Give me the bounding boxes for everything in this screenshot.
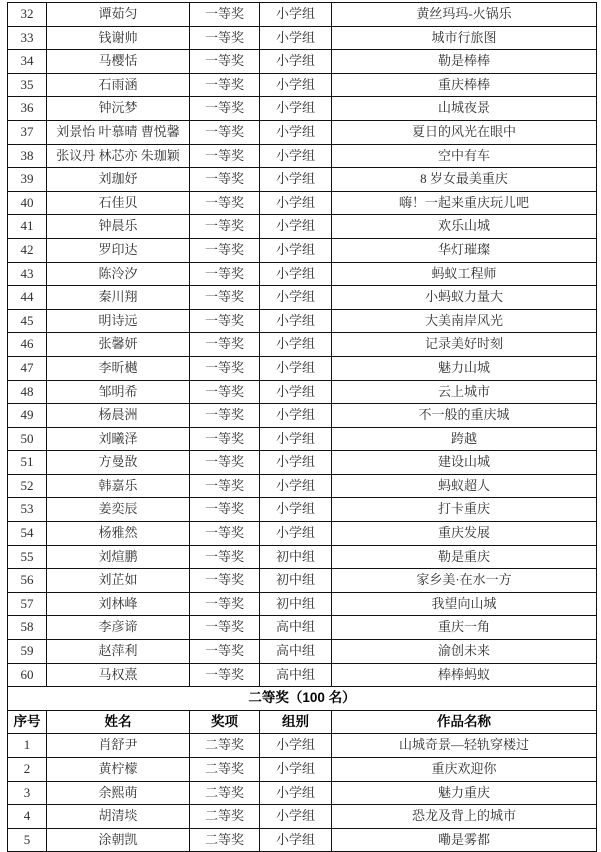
column-header-work: 作品名称 — [332, 710, 597, 734]
cell-award: 一等奖 — [190, 592, 260, 616]
cell-no: 32 — [8, 3, 47, 27]
cell-no: 3 — [8, 781, 47, 805]
cell-group: 小学组 — [260, 120, 332, 144]
table-row — [8, 404, 597, 428]
table-row — [8, 781, 597, 805]
cell-work: 魅力重庆 — [332, 781, 597, 805]
table-row — [8, 640, 597, 664]
cell-work: 嘞是雾都 — [332, 828, 597, 852]
cell-name: 余熙萌 — [47, 781, 190, 805]
cell-group: 初中组 — [260, 569, 332, 593]
cell-award: 一等奖 — [190, 50, 260, 74]
table-row — [8, 191, 597, 215]
table-row — [8, 73, 597, 97]
table-row — [8, 592, 597, 616]
table-row — [8, 97, 597, 121]
cell-work: 欢乐山城 — [332, 215, 597, 239]
cell-award: 一等奖 — [190, 144, 260, 168]
cell-group: 小学组 — [260, 828, 332, 852]
cell-award: 二等奖 — [190, 758, 260, 782]
cell-no: 60 — [8, 663, 47, 687]
cell-award: 一等奖 — [190, 451, 260, 475]
table-body — [8, 3, 597, 852]
cell-work: 云上城市 — [332, 380, 597, 404]
cell-name: 钟沅梦 — [47, 97, 190, 121]
cell-group: 小学组 — [260, 333, 332, 357]
cell-name: 钟晨乐 — [47, 215, 190, 239]
cell-name: 石雨涵 — [47, 73, 190, 97]
cell-work: 建设山城 — [332, 451, 597, 475]
cell-work: 棒棒蚂蚁 — [332, 663, 597, 687]
cell-award: 一等奖 — [190, 427, 260, 451]
cell-name: 马权熹 — [47, 663, 190, 687]
cell-award: 一等奖 — [190, 522, 260, 546]
cell-award: 一等奖 — [190, 569, 260, 593]
cell-group: 小学组 — [260, 498, 332, 522]
cell-group: 小学组 — [260, 427, 332, 451]
cell-group: 小学组 — [260, 168, 332, 192]
cell-no: 48 — [8, 380, 47, 404]
cell-name: 罗印达 — [47, 238, 190, 262]
cell-award: 二等奖 — [190, 781, 260, 805]
cell-award: 一等奖 — [190, 663, 260, 687]
cell-award: 一等奖 — [190, 640, 260, 664]
cell-no: 34 — [8, 50, 47, 74]
cell-name: 明诗远 — [47, 309, 190, 333]
cell-group: 小学组 — [260, 286, 332, 310]
cell-no: 33 — [8, 26, 47, 50]
table-row — [8, 309, 597, 333]
table-row — [8, 522, 597, 546]
cell-work: 我望向山城 — [332, 592, 597, 616]
cell-work: 大美南岸风光 — [332, 309, 597, 333]
cell-work: 打卡重庆 — [332, 498, 597, 522]
cell-work: 空中有车 — [332, 144, 597, 168]
cell-name: 杨雅然 — [47, 522, 190, 546]
cell-group: 小学组 — [260, 734, 332, 758]
cell-no: 35 — [8, 73, 47, 97]
cell-no: 47 — [8, 356, 47, 380]
table-row — [8, 3, 597, 27]
cell-award: 一等奖 — [190, 262, 260, 286]
cell-award: 一等奖 — [190, 545, 260, 569]
table-row — [8, 215, 597, 239]
table-row — [8, 828, 597, 852]
cell-name: 李彦谛 — [47, 616, 190, 640]
cell-no: 1 — [8, 734, 47, 758]
cell-award: 一等奖 — [190, 333, 260, 357]
cell-group: 小学组 — [260, 262, 332, 286]
cell-no: 42 — [8, 238, 47, 262]
cell-no: 53 — [8, 498, 47, 522]
cell-work: 恐龙及背上的城市 — [332, 805, 597, 829]
cell-name: 马樱恬 — [47, 50, 190, 74]
section-title-row — [8, 687, 597, 711]
cell-name: 谭茹匀 — [47, 3, 190, 27]
cell-work: 重庆欢迎你 — [332, 758, 597, 782]
cell-work: 家乡美·在水一方 — [332, 569, 597, 593]
cell-group: 初中组 — [260, 545, 332, 569]
cell-name: 涂朝凯 — [47, 828, 190, 852]
cell-award: 一等奖 — [190, 191, 260, 215]
cell-no: 59 — [8, 640, 47, 664]
cell-work: 山城夜景 — [332, 97, 597, 121]
cell-award: 一等奖 — [190, 97, 260, 121]
cell-no: 54 — [8, 522, 47, 546]
cell-no: 43 — [8, 262, 47, 286]
table-row — [8, 569, 597, 593]
cell-work: 蚂蚁工程师 — [332, 262, 597, 286]
cell-work: 魅力山城 — [332, 356, 597, 380]
table-row — [8, 734, 597, 758]
cell-name: 张议丹 林芯亦 朱珈颖 — [47, 144, 190, 168]
cell-work: 夏日的风光在眼中 — [332, 120, 597, 144]
cell-group: 小学组 — [260, 474, 332, 498]
cell-name: 陈泠汐 — [47, 262, 190, 286]
cell-work: 嗨！一起来重庆玩儿吧 — [332, 191, 597, 215]
cell-award: 一等奖 — [190, 3, 260, 27]
cell-no: 52 — [8, 474, 47, 498]
cell-group: 小学组 — [260, 73, 332, 97]
cell-name: 刘曦泽 — [47, 427, 190, 451]
table-row — [8, 451, 597, 475]
cell-name: 肖舒尹 — [47, 734, 190, 758]
cell-no: 41 — [8, 215, 47, 239]
cell-award: 二等奖 — [190, 734, 260, 758]
column-header-name: 姓名 — [47, 710, 190, 734]
cell-name: 张馨妍 — [47, 333, 190, 357]
cell-work: 勒是重庆 — [332, 545, 597, 569]
cell-name: 方曼敔 — [47, 451, 190, 475]
table-row — [8, 144, 597, 168]
column-header-row — [8, 710, 597, 734]
cell-group: 小学组 — [260, 404, 332, 428]
cell-no: 38 — [8, 144, 47, 168]
table-row — [8, 616, 597, 640]
table-row — [8, 286, 597, 310]
cell-work: 重庆发展 — [332, 522, 597, 546]
cell-group: 高中组 — [260, 663, 332, 687]
cell-work: 跨越 — [332, 427, 597, 451]
cell-no: 57 — [8, 592, 47, 616]
cell-name: 秦川翔 — [47, 286, 190, 310]
cell-work: 黄丝玛玛-火锅乐 — [332, 3, 597, 27]
cell-no: 5 — [8, 828, 47, 852]
cell-name: 钱谢帅 — [47, 26, 190, 50]
cell-group: 小学组 — [260, 3, 332, 27]
cell-no: 44 — [8, 286, 47, 310]
cell-group: 小学组 — [260, 805, 332, 829]
cell-work: 华灯璀璨 — [332, 238, 597, 262]
cell-award: 一等奖 — [190, 309, 260, 333]
cell-award: 一等奖 — [190, 26, 260, 50]
cell-no: 39 — [8, 168, 47, 192]
cell-group: 小学组 — [260, 451, 332, 475]
cell-no: 58 — [8, 616, 47, 640]
cell-name: 姜奕辰 — [47, 498, 190, 522]
cell-award: 一等奖 — [190, 120, 260, 144]
cell-work: 小蚂蚁力量大 — [332, 286, 597, 310]
cell-award: 一等奖 — [190, 498, 260, 522]
cell-work: 勒是棒棒 — [332, 50, 597, 74]
award-results-table — [7, 2, 597, 852]
cell-no: 55 — [8, 545, 47, 569]
cell-work: 山城奇景—轻轨穿楼过 — [332, 734, 597, 758]
cell-award: 一等奖 — [190, 616, 260, 640]
cell-work: 不一般的重庆城 — [332, 404, 597, 428]
cell-name: 胡清埮 — [47, 805, 190, 829]
table-row — [8, 545, 597, 569]
cell-no: 40 — [8, 191, 47, 215]
table-row — [8, 758, 597, 782]
cell-work: 重庆一角 — [332, 616, 597, 640]
cell-award: 一等奖 — [190, 356, 260, 380]
cell-work: 8 岁女最美重庆 — [332, 168, 597, 192]
table-row — [8, 663, 597, 687]
cell-work: 蚂蚁超人 — [332, 474, 597, 498]
cell-work: 重庆棒棒 — [332, 73, 597, 97]
cell-award: 一等奖 — [190, 286, 260, 310]
cell-group: 小学组 — [260, 97, 332, 121]
cell-group: 小学组 — [260, 191, 332, 215]
cell-group: 小学组 — [260, 758, 332, 782]
table-row — [8, 120, 597, 144]
cell-work: 渝创未来 — [332, 640, 597, 664]
cell-name: 刘景怡 叶慕晴 曹悦馨 — [47, 120, 190, 144]
cell-no: 50 — [8, 427, 47, 451]
cell-no: 36 — [8, 97, 47, 121]
cell-group: 小学组 — [260, 781, 332, 805]
column-header-award: 奖项 — [190, 710, 260, 734]
cell-name: 刘煊鹏 — [47, 545, 190, 569]
column-header-no: 序号 — [8, 710, 47, 734]
cell-group: 初中组 — [260, 592, 332, 616]
table-row — [8, 474, 597, 498]
table-row — [8, 262, 597, 286]
cell-group: 小学组 — [260, 309, 332, 333]
table-row — [8, 356, 597, 380]
table-row — [8, 168, 597, 192]
cell-group: 小学组 — [260, 522, 332, 546]
cell-group: 小学组 — [260, 356, 332, 380]
cell-name: 刘珈妤 — [47, 168, 190, 192]
cell-name: 邹明希 — [47, 380, 190, 404]
table-row — [8, 380, 597, 404]
cell-group: 小学组 — [260, 380, 332, 404]
cell-award: 二等奖 — [190, 828, 260, 852]
cell-name: 韩嘉乐 — [47, 474, 190, 498]
table-row — [8, 498, 597, 522]
cell-no: 2 — [8, 758, 47, 782]
cell-name: 黄柠檬 — [47, 758, 190, 782]
table-row — [8, 50, 597, 74]
cell-name: 刘芷如 — [47, 569, 190, 593]
cell-award: 二等奖 — [190, 805, 260, 829]
cell-group: 小学组 — [260, 144, 332, 168]
cell-no: 45 — [8, 309, 47, 333]
cell-group: 小学组 — [260, 26, 332, 50]
cell-name: 李昕樾 — [47, 356, 190, 380]
table-row — [8, 238, 597, 262]
cell-group: 高中组 — [260, 616, 332, 640]
cell-work: 城市行旅图 — [332, 26, 597, 50]
cell-work: 记录美好时刻 — [332, 333, 597, 357]
cell-no: 51 — [8, 451, 47, 475]
cell-name: 石佳贝 — [47, 191, 190, 215]
cell-name: 杨晨洲 — [47, 404, 190, 428]
cell-no: 49 — [8, 404, 47, 428]
cell-award: 一等奖 — [190, 168, 260, 192]
table-row — [8, 26, 597, 50]
cell-group: 高中组 — [260, 640, 332, 664]
cell-award: 一等奖 — [190, 404, 260, 428]
cell-no: 37 — [8, 120, 47, 144]
cell-award: 一等奖 — [190, 73, 260, 97]
cell-group: 小学组 — [260, 238, 332, 262]
cell-name: 刘林峰 — [47, 592, 190, 616]
cell-no: 56 — [8, 569, 47, 593]
cell-no: 46 — [8, 333, 47, 357]
cell-no: 4 — [8, 805, 47, 829]
cell-group: 小学组 — [260, 215, 332, 239]
table-row — [8, 805, 597, 829]
column-header-group: 组别 — [260, 710, 332, 734]
cell-award: 一等奖 — [190, 380, 260, 404]
table-row — [8, 333, 597, 357]
cell-group: 小学组 — [260, 50, 332, 74]
cell-award: 一等奖 — [190, 474, 260, 498]
cell-award: 一等奖 — [190, 238, 260, 262]
section-title: 二等奖（100 名） — [8, 687, 597, 711]
cell-name: 赵萍利 — [47, 640, 190, 664]
table-row — [8, 427, 597, 451]
cell-award: 一等奖 — [190, 215, 260, 239]
